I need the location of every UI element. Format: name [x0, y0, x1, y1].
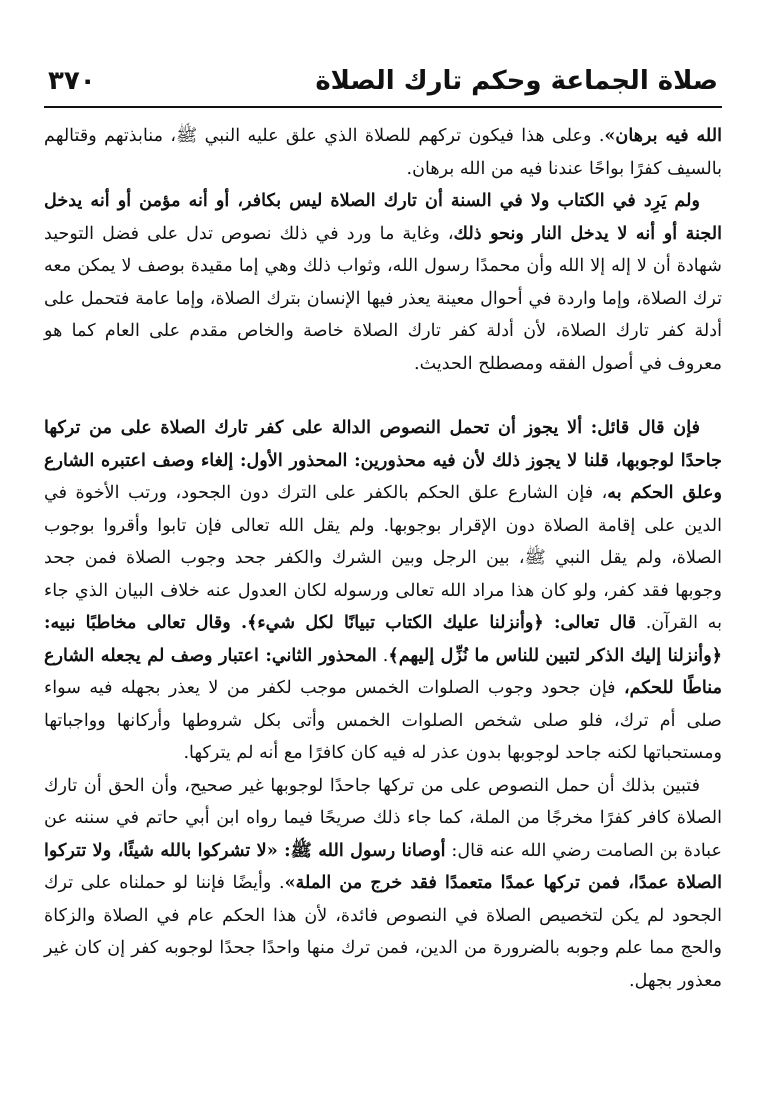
running-title: صلاة الجماعة وحكم تارك الصلاة: [315, 66, 718, 96]
body-text: [44, 120, 722, 997]
text-run: فإن قال قائل: ألا يجوز أن تحمل النصوص الدالة على كفر تارك الصلاة على من تركها جاحدًا لوجوبها، قلنا لا يجوز ذلك لأن فيه محذورين: المحذور الأول: إلغاء وصف اعتبره الشارع وعلق الحكم به: [44, 417, 722, 503]
page-header: [44, 62, 722, 106]
paragraph-1: [44, 120, 722, 185]
text-run: المحذور الثاني: اعتبار وصف لم يجعله الشارع مناطًا للحكم،: [44, 644, 723, 698]
page-number: ٣٧٠: [48, 66, 96, 96]
paragraph-3: [44, 412, 722, 770]
paragraph-2: [44, 185, 722, 380]
text-run: ، وغاية ما ورد في ذلك نصوص تدل على فضل التوحيد شهادة أن لا إله إلا الله وأن محمدًا رسول الله، وثواب ذلك وهي إما مقيدة بوصف لا يمكن معه ترك الصلاة، وإما واردة في أحوال معينة يعذر فيها الإنسان بترك الصلاة، وإما عامة فتحمل على أدلة كفر تارك الصلاة، لأن أدلة كفر تارك الصلاة خاصة والخاص مقدم على العام كما هو معروف في أصول الفقه ومصطلح الحديث.: [44, 223, 722, 374]
text-run: ، فإن الشارع علق الحكم بالكفر على الترك دون الجحود، ورتب الأخوة في الدين على إقامة الصلاة دون الإقرار بوجوبها. ولم يقل الله تعالى فإن تابوا وأقروا بوجوب الصلاة، ولم يقل النبي ﷺ، بين الرجل وبين الشرك والكفر جحد وجوب الصلاة فمن جحد وجوبها فقد كفر، ولو كان هذا مراد الله تعالى ورسوله لكان العدول عنه خلاف البيان الذي جاء به القرآن.: [44, 483, 722, 633]
text-run: فإن جحود وجوب الصلوات الخمس موجب لكفر من لا يعذر بجهله فيه سواء صلى أم ترك، فلو صلى شخص الصلوات الخمس وأتى بكل شروطها وأركانها وواجباتها ومستحباتها لكنه جاحد لوجوبها بدون عذر له فيه كان كافرًا مع أنه لم يتركها.: [44, 678, 722, 763]
text-run: .: [376, 645, 389, 666]
paragraph-4: [44, 770, 722, 998]
header-rule: [44, 106, 722, 108]
text-run: . وأيضًا فإننا لو حملناه على ترك الجحود لم يكن لتخصيص الصلاة في النصوص فائدة، لأن هذا الحكم عام في الصلاة والزكاة والحج مما علم وجوبه بالضرورة من الدين، فمن ترك منها واحدًا جحدًا لوجوبه كفر إن كان غير معذور بجهل.: [44, 873, 722, 991]
text-run: قال تعالى: ﴿وأنزلنا عليك الكتاب تبيانًا لكل شيء﴾. وقال تعالى مخاطبًا نبيه: ﴿وأنزلنا إليك الذكر لتبين للناس ما نُزِّل إليهم﴾: [44, 612, 723, 666]
text-run: فتبين بذلك أن حمل النصوص على من تركها جاحدًا لوجوبها غير صحيح، وأن الحق أن تارك الصلاة كافر كفرًا مخرجًا من الملة، كما جاء ذلك صريحًا فيما رواه ابن أبي حاتم في سننه عن عبادة بن الصامت رضي الله عنه قال:: [44, 775, 722, 861]
text-run: . وعلى هذا فيكون تركهم للصلاة الذي علق عليه النبي ﷺ، منابذتهم وقتالهم بالسيف كفرًا بواحًا عندنا فيه من الله برهان.: [44, 126, 722, 179]
text-run: ولم يَرِد في الكتاب ولا في السنة أن تارك الصلاة ليس بكافر، أو أنه مؤمن أو أنه يدخل الجنة أو أنه لا يدخل النار ونحو ذلك: [44, 190, 722, 244]
text-run: الله فيه برهان»: [604, 125, 722, 146]
text-run: أوصانا رسول الله ﷺ: «لا تشركوا بالله شيئًا، ولا تتركوا الصلاة عمدًا، فمن تركها عمدًا متعمدًا فقد خرج من الملة»: [44, 839, 723, 893]
